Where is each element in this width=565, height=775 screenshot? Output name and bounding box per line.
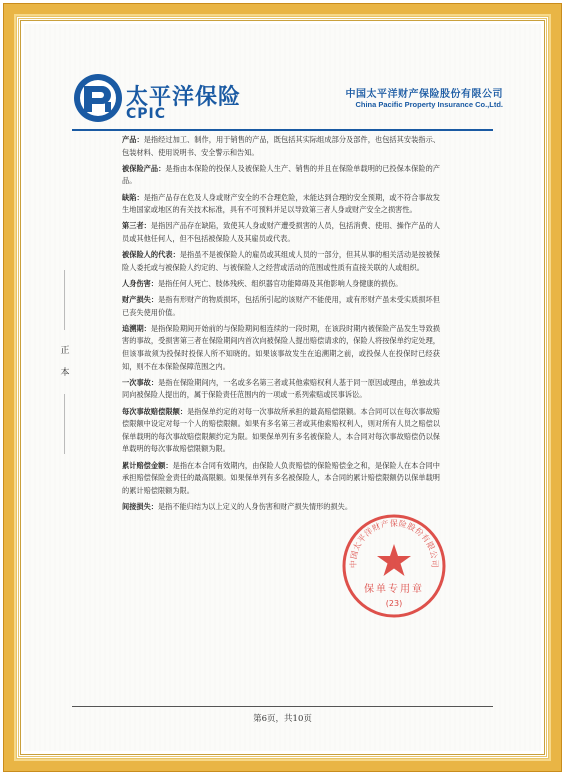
brand-name-en: CPIC: [126, 106, 167, 122]
clause-term: 一次事故：: [122, 377, 159, 387]
seal-star-icon: [377, 544, 411, 576]
side-mark-char: 正: [60, 346, 70, 356]
clause-paragraph: [122, 406, 440, 456]
clause-paragraph: [122, 323, 440, 373]
clause-term: 间接损失：: [122, 501, 158, 511]
official-seal-stamp: [338, 510, 450, 622]
clause-text: 是指虽不是被保险人的雇员或其组成人员的一部分，但其从事的相关活动是按被保险人委托或与被保险人约定的、与被保险人之经营或活动的范围或性质有直接关联的人或组织。: [122, 250, 440, 272]
company-name-cn: 中国太平洋财产保险股份有限公司: [345, 89, 503, 100]
side-mark: [58, 340, 72, 384]
clause-text: 是指任何人死亡、肢体残疾、组织器官功能障碍及其他影响人身健康的损伤。: [157, 278, 403, 288]
seal-center-text: 保单专用章: [364, 584, 424, 595]
clause-paragraph: [122, 134, 440, 159]
clause-paragraph: [122, 163, 440, 188]
seal-number-text: (23): [385, 599, 403, 608]
side-line-bottom: [64, 394, 65, 454]
clause-text: 是指产品存在危及人身或财产安全的不合理危险，未能达到合理的安全预期，或不符合事故发生地国家或地区的有关技术标准，具有不可预料并足以导致第三者人身或财产安全之损害性。: [122, 192, 440, 215]
clause-text: 是指有形财产的物质损坏，包括所引起的该财产不能使用，或有形财产虽未受实质损坏但已丧失使用价值。: [122, 295, 440, 317]
clause-term: 被保险产品：: [122, 163, 166, 173]
clause-paragraph: [122, 192, 440, 217]
clause-text: 是指不能归结为以上定义的人身伤害和财产损失情形的损失。: [157, 501, 353, 511]
clause-text: 是指保单约定的对每一次事故所承担的最高赔偿限额。本合同可以在每次事故赔偿限额中设定对每一个人的赔偿限额。如果有多名第三者或其他索赔权利人，则对所有人员之赔偿以保单载明的每次事故赔偿限额约定为限。如果保单列有多名被保险人，本合同对每次事故赔偿仍以保单载明的每次事故赔偿限额为限。: [122, 406, 440, 454]
clause-text: 是指在保险期间内，一名或多名第三者或其他索赔权利人基于同一原因或理由，单独或共同向被保险人提出的，属于保险责任范围内的一项或一系列索赔或民事诉讼。: [122, 377, 440, 400]
clause-term: 被保险人的代表：: [122, 250, 180, 260]
clause-paragraph: [122, 460, 440, 498]
clause-text: 是指在本合同有效期内，由保险人负责赔偿的保险赔偿金之和，是保险人在本合同中承担赔偿保险金责任的最高限额。如果保单列有多名被保险人，本合同的累计赔偿限额仍以保单载明的累计赔偿限额为限。: [122, 460, 440, 495]
clause-paragraph: [122, 220, 440, 245]
clause-term: 第三者：: [122, 221, 151, 231]
company-name-en: China Pacific Property Insurance Co.,Ltd.: [355, 100, 503, 109]
clause-term: 累计赔偿金额：: [122, 460, 173, 470]
side-line-top: [64, 270, 65, 330]
seal-graphic: [338, 510, 450, 622]
clause-paragraph: [122, 249, 440, 274]
clause-text: 是指保险期间开始前的与保险期间相连续的一段时期，在该段时期内被保险产品发生导致损害的事故，受损害第三者在保险期间内首次向被保险人提出赔偿请求的，保险人将按保单约定处理，但该事故须为投保时投保人所不知晓的。如果该事故发生在追溯期之前，或投保人在投保时已经获知，则不在本保险保障范围之内。: [122, 323, 440, 371]
cpic-logo-icon: [72, 72, 124, 124]
clause-term: 每次事故赔偿限额：: [122, 406, 188, 416]
clause-paragraph: [122, 377, 440, 402]
clause-term: 缺陷：: [122, 192, 144, 202]
side-mark-char: 本: [60, 368, 70, 378]
clause-text: 是指由本保险的投保人及被保险人生产、销售的并且在保险单载明的已投保本保险的产品。: [122, 163, 440, 186]
clause-list: [122, 134, 440, 517]
page-number: 第6页，共10页: [253, 714, 312, 724]
clause-term: 财产损失：: [122, 295, 159, 305]
clause-term: 追溯期：: [122, 323, 151, 333]
brand-name-cn: 太平洋保险: [126, 85, 242, 110]
clause-paragraph: [122, 294, 440, 319]
header-divider: [72, 129, 493, 131]
clause-text: 是指经过加工、制作，用于销售的产品，既包括其实际组成部分及部件，也包括其安装指示、包装材料、使用说明书、安全警示和告知。: [122, 135, 440, 157]
clause-term: 人身伤害：: [122, 278, 158, 288]
footer-divider: [72, 706, 493, 707]
clause-term: 产品：: [122, 135, 144, 144]
seal-ring-text: 中国太平洋财产保险股份有限公司: [348, 518, 440, 569]
clause-paragraph: [122, 278, 440, 291]
clause-text: 是指因产品存在缺陷，致使其人身或财产遭受损害的人员，包括消费、使用、操作产品的人员或其他任何人，但不包括被保险人及其雇员或代表。: [122, 221, 440, 243]
